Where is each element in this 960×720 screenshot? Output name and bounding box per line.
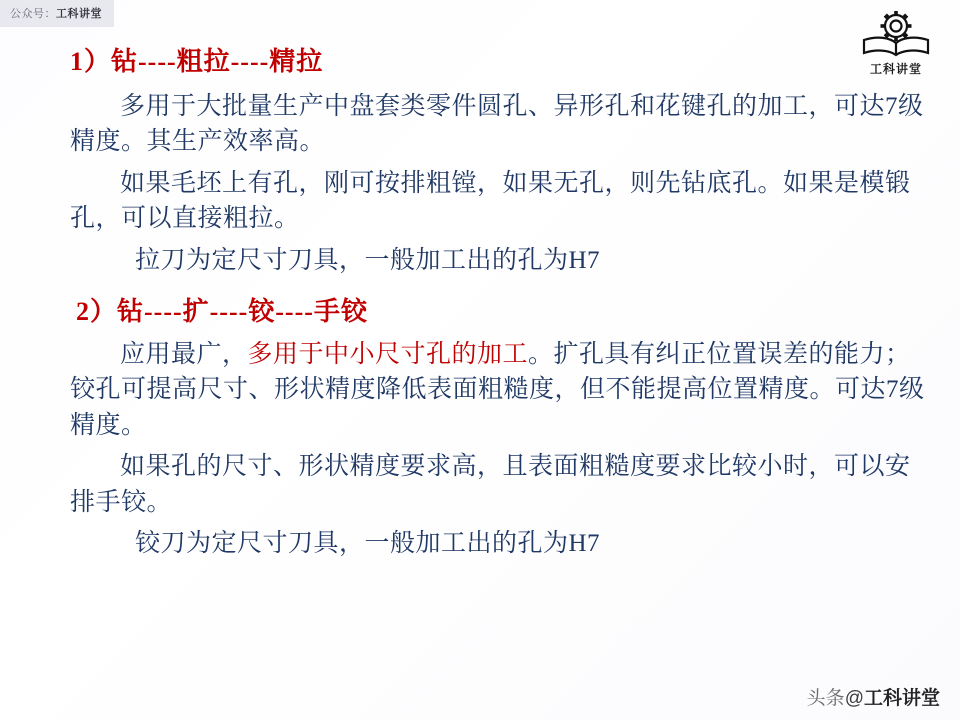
section-2-paragraph-1	[70, 337, 930, 444]
slide-content	[70, 46, 930, 568]
section-2-highlight: 多用于中小尺寸孔的加工	[247, 340, 529, 368]
wechat-tag-name: 工科讲堂	[56, 8, 102, 20]
bottom-watermark-platform: 头条	[806, 688, 845, 709]
section-2-paragraph-1-part-b: 。扩孔具有纠正位置误差的能力；铰孔可提高尺寸、形状精度降低表面粗糙度，但不能提高位置精度。可达7级精度。	[70, 340, 925, 439]
bottom-watermark	[807, 683, 940, 710]
section-2-paragraph-2: 如果孔的尺寸、形状精度要求高，且表面粗糙度要求比较小时，可以安排手铰。	[70, 453, 911, 516]
wechat-tag-label: 公众号：	[10, 8, 56, 20]
section-2-paragraph-1-part-a: 应用最广，	[120, 340, 248, 368]
section-1-paragraph-2: 如果毛坯上有孔，刚可按排粗镗，如果无孔，则先钻底孔。如果是模锻孔，可以直接粗拉。	[70, 169, 911, 232]
wechat-watermark-tag	[0, 0, 114, 27]
bottom-watermark-at: @	[844, 688, 864, 709]
section-1-paragraph-3: 拉刀为定尺寸刀具，一般加工出的孔为H7	[135, 246, 601, 274]
bottom-watermark-name: 工科讲堂	[863, 688, 940, 709]
section-2-paragraph-3: 铰刀为定尺寸刀具，一般加工出的孔为H7	[135, 530, 601, 557]
section-1-heading: 1）钻----粗拉----精拉	[70, 47, 324, 76]
section-1-paragraph-1: 多用于大批量生产中盘套类零件圆孔、异形孔和花键孔的加工，可达7级精度。其生产效率高。	[70, 92, 924, 155]
logo-text: 工科讲堂	[869, 62, 922, 76]
section-2-heading: 2）钻----扩----铰----手铰	[76, 297, 368, 326]
